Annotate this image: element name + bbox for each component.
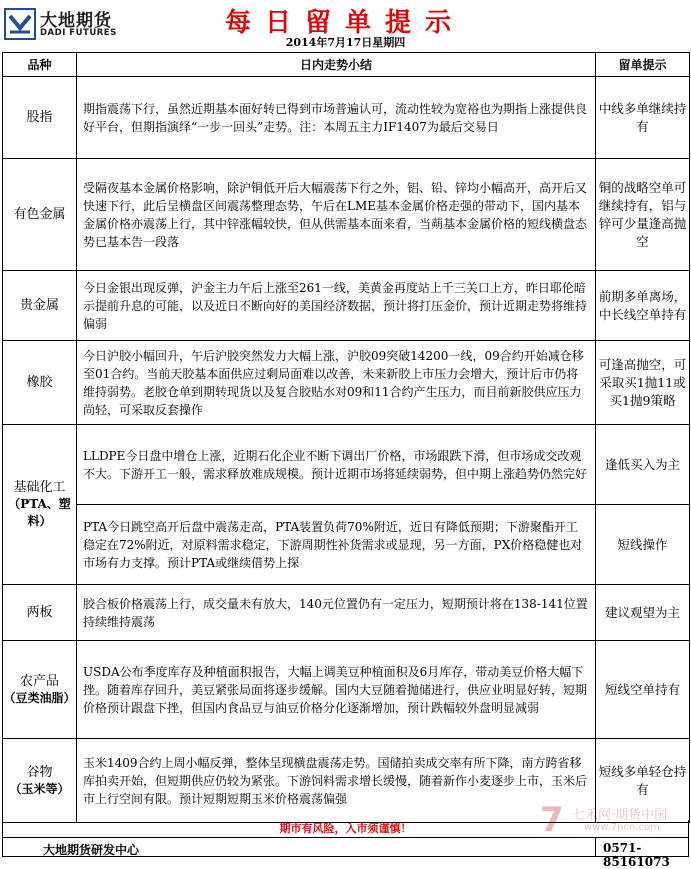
tip-cell: 逢低买入为主	[596, 425, 690, 505]
tip-cell: 建议观望为主	[596, 585, 690, 641]
footer-bar	[2, 837, 689, 869]
variety-cell: 两板	[3, 585, 77, 641]
logo-cn-text: 大地期货	[40, 11, 112, 31]
advice-table	[2, 52, 690, 823]
variety-main: 谷物	[26, 764, 53, 780]
variety-cell: 橡胶	[3, 341, 77, 425]
tip-cell: 铜的战略空单可继续持有，铝与锌可少量逢高抛空	[596, 159, 690, 271]
variety-cell	[3, 425, 77, 585]
variety-cell: 股指	[3, 77, 77, 159]
header-tip: 留单提示	[596, 53, 690, 77]
summary-cell: 胶合板价格震荡上行，成交量未有放大，140元位置仍有一定压力，短期预计将在138-141位置持续维持震荡	[77, 585, 596, 641]
tip-cell: 短线多单轻仓持有	[596, 739, 690, 823]
summary-cell: 今日沪胶小幅回升，午后沪胶突然发力大幅上涨，沪胶09突破14200一线，09合约开始减仓移至01合约。当前天胶基本面供应过剩局面难以改善，未来新胶上市压力会增大，预计后市仍将维持弱势。老胶仓单到期转现货以及复合胶贴水对09和11合约产生压力，而目前新胶供应压力尚轻，可采取反套操作	[77, 341, 596, 425]
header-variety: 品种	[3, 53, 77, 77]
table-row	[3, 425, 690, 505]
table-row	[3, 641, 690, 739]
tip-cell: 短线空单持有	[596, 641, 690, 739]
summary-cell: 玉米1409合约上周小幅反弹，整体呈现横盘震荡走势。国储拍卖成交率有所下降，南方跨省移库拍卖开始，但短期供应仍较为紧张。下游饲料需求增长缓慢，随着新作小麦逐步上市，玉米后市上行空间有限。预计短期短期玉米价格震荡偏强	[77, 739, 596, 823]
summary-cell: 期指震荡下行，虽然近期基本面好转已得到市场普遍认可，流动性较为宽裕也为期指上涨提供良好平台，但期指演绎“一步一回头”走势。注：本周五主力IF1407为最后交易日	[77, 77, 596, 159]
variety-sub: （玉米等）	[9, 781, 70, 796]
table-row	[3, 505, 690, 585]
header-summary: 日内走势小结	[77, 53, 596, 77]
tip-cell: 前期多单离场，中长线空单持有	[596, 271, 690, 341]
footer-divider	[595, 838, 596, 856]
variety-main: 农产品	[19, 673, 59, 689]
variety-cell	[3, 641, 77, 739]
variety-sub: （豆类油脂）	[3, 690, 76, 705]
summary-cell: PTA今日跳空高开后盘中震荡走高，PTA装置负荷70%附近，近日有降低预期；下游聚酯开工稳定在72%附近，对原料需求稳定，下游周期性补货需求或显现，另一方面，PX价格稳健也对市场有力支撑。预计PTA或继续借势上探	[77, 505, 596, 585]
table-row	[3, 271, 690, 341]
summary-cell: 今日金银出现反弹，沪金主力午后上涨至261一线，美黄金再度站上千三关口上方，昨日耶伦暗示提前升息的可能，以及近日不断向好的美国经济数据，预计将打压金价，预计近期走势将维持偏弱	[77, 271, 596, 341]
risk-note: 期市有风险，入市须谨慎！	[2, 820, 689, 837]
contact-phone: 0571-85161073	[603, 841, 670, 869]
tip-cell: 中线多单继续持有	[596, 77, 690, 159]
variety-cell: 有色金属	[3, 159, 77, 271]
watermark-text: 七禾网·期货中国	[572, 808, 668, 823]
logo-en-text: DADI FUTURES	[40, 28, 117, 38]
watermark-logo-icon: 7	[540, 800, 564, 840]
variety-sub: （PTA、塑料）	[8, 497, 71, 528]
org-name: 大地期货研发中心	[43, 843, 140, 857]
tip-cell: 可逢高抛空，可采取买1抛11或买1抛9策略	[596, 341, 690, 425]
report-date: 2014年7月17日星期四	[285, 36, 406, 49]
summary-cell: USDA公布季度库存及种植面积报告，大幅上调美豆种植面积及6月库存，带动美豆价格大幅下挫。随着库存回升，美豆紧张局面将逐步缓解。国内大豆随着抛储进行，供应业明显好转，短期价格预计跟盘下挫，但国内食品豆与油豆价格分化逐渐增加，预计跌幅较外盘明显减弱	[77, 641, 596, 739]
page-title: 每日留单提示	[224, 8, 465, 38]
table-header-row	[3, 53, 690, 77]
watermark-url: www.7hcn.com	[584, 822, 660, 833]
table-row	[3, 585, 690, 641]
table-row	[3, 739, 690, 823]
header	[0, 0, 691, 48]
table-row	[3, 77, 690, 159]
summary-cell: LLDPE今日盘中增仓上涨，近期石化企业不断下调出厂价格，市场跟跌下滑，但市场成交改观不大。下游开工一般，需求释放难成规模。预计近期市场将延续弱势，但中期上涨趋势仍然完好	[77, 425, 596, 505]
variety-cell	[3, 739, 77, 823]
summary-cell: 受隔夜基本金属价格影响，除沪铜低开后大幅震荡下行之外，铝、铅、锌均小幅高开，高开后又快速下行，此后呈横盘区间震荡整理态势，午后在LME基本金属价格走强的带动下，国内基本金属价格亦震荡上行，其中锌涨幅较快，但从供需基本面来看，当蒴基本金属价格的短线横盘态势已基本告一段落	[77, 159, 596, 271]
table-row	[3, 159, 690, 271]
tip-cell: 短线操作	[596, 505, 690, 585]
table-row	[3, 341, 690, 425]
variety-cell: 贵金属	[3, 271, 77, 341]
variety-main: 基础化工	[13, 480, 66, 495]
